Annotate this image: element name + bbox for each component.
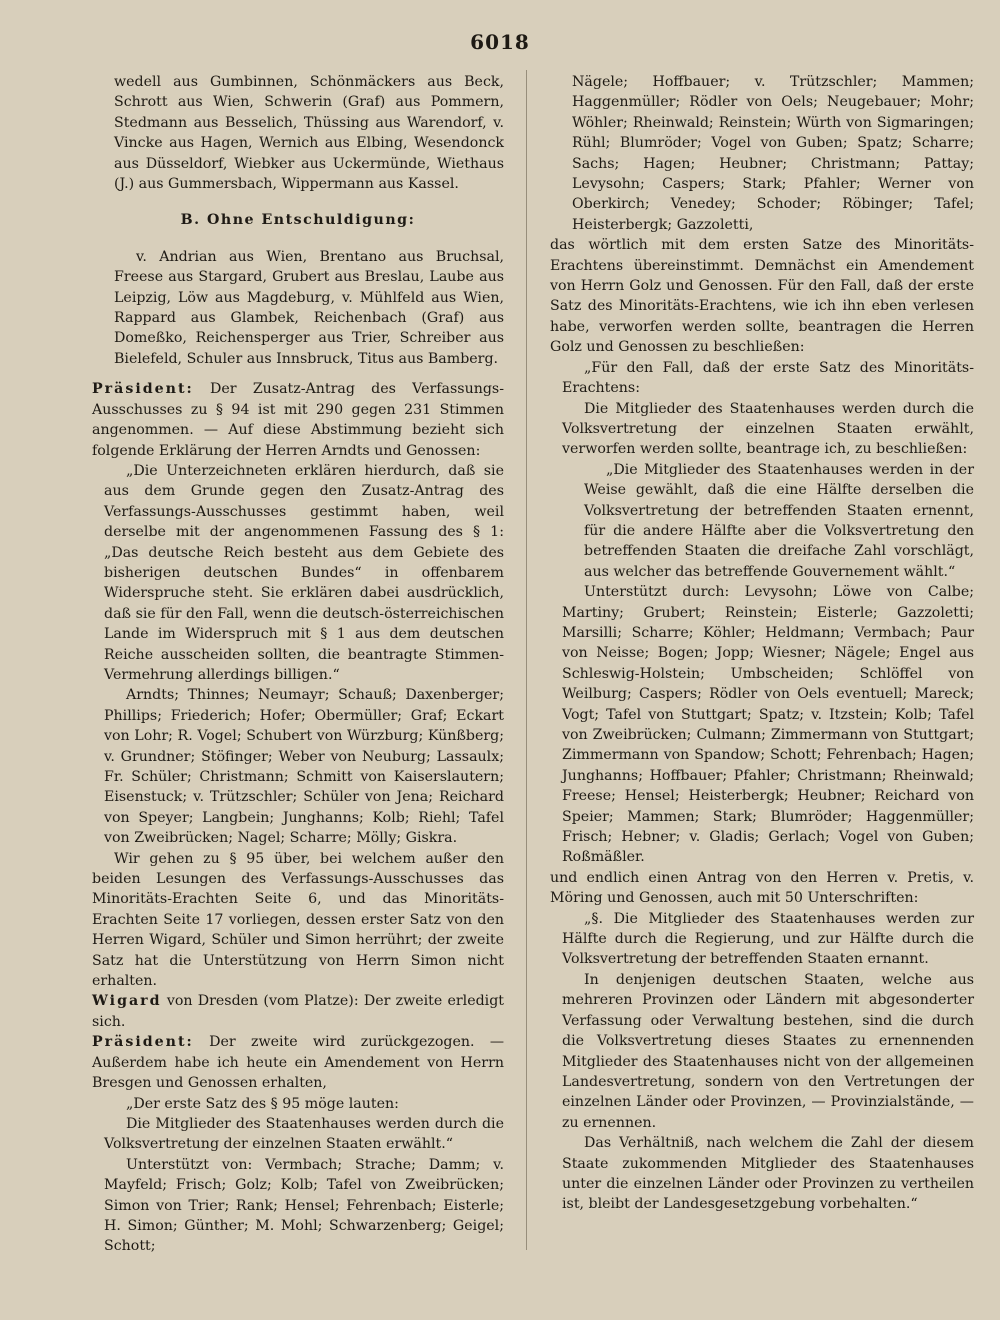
supporters-continued: Nägele; Hoffbauer; v. Trützschler; Mammen; Haggenmüller; Rödler von Oels; Neugebauer; Mohr; Wöhler; Rheinwald; Reinstein; Würth von Sigmaringen; Rühl; Blumröder; Vogel von Guben; Spatz; Scharre; Sachs; Hagen; Heubner; Christmann; Pattay; Levysohn; Caspers; Stark; Pfahler; Werner von Oberkirch; Venedey; Schoder; Röbinger; Tafel; Heisterbergk; Gazzoletti, <box>572 74 974 233</box>
speaker-president-2: Präsident: <box>92 1034 194 1051</box>
pretis-quote-1: „§. Die Mitglieder des Staatenhauses werden zur Hälfte durch die Regierung, und zur Hälfte durch die Volksvertretung der betreffenden Staaten ernannt. <box>562 910 974 968</box>
pretis-quote-2: In denjenigen deutschen Staaten, welche aus mehreren Provinzen oder Ländern mit abgesonderter Verfassung oder Verwaltung bestehen, sind die durch die Volksvertretung dieses Staates zu ernennenden Mitglieder des Staatenhauses nicht von der allgemeinen Landesvertretung, sondern von den Vertretungen der einzelnen Länder oder Provinzen, — Provinzialstände, — zu ernennen. <box>562 971 974 1131</box>
golz-quote-1: „Für den Fall, daß der erste Satz des Minoritäts-Erachtens: <box>562 359 974 397</box>
golz-intro: das wörtlich mit dem ersten Satze des Minoritäts-Erachtens übereinstimmt. Demnächst ein Amendement von Herrn Golz und Genossen. Für den Fall, daß der erste Satz des Minoritäts-Erachtens, wie ich ihn eben verlesen habe, verworfen werden sollte, beantragen die Herren Golz und Genossen zu beschließen: <box>550 237 974 356</box>
wigard-statement <box>92 991 504 1032</box>
declaration-quote: „Die Unterzeichneten erklären hierdurch, daß sie aus dem Grunde gegen den Zusatz-Antrag des Verfassungs-Ausschusses gestimmt haben, weil derselbe mit der angenommenen Fassung des § 1: „Das deutsche Reich besteht aus dem Gebiete des bisherigen deutschen Bundes“ in offenbarem Widerspruche steht. Sie erklären dabei ausdrücklich, daß sie für den Fall, wenn die deutsch-österreichischen Lande im Widerspruch mit § 1 aus dem deutschen Reiche ausscheiden sollten, die beantragte Stimmen-Vermehrung allerdings billigen.“ <box>104 462 504 683</box>
bresgen-quote-2: Die Mitglieder des Staatenhauses werden durch die Volksvertretung der einzelnen Staaten erwählt.“ <box>104 1115 504 1153</box>
wigard-text: von Dresden (vom Platze): Der zweite erledigt sich. <box>92 993 504 1030</box>
page-number: 6018 <box>470 30 530 54</box>
paragraph-95: Wir gehen zu § 95 über, bei welchem außer den beiden Lesungen des Verfassungs-Ausschusses das Minoritäts-Erachten Seite 6, und das Minoritäts-Erachten Seite 17 vorliegen, dessen erster Satz von den Herren Wigard, Schüler und Simon herrührt; der zweite Satz hat die Unterstützung von Herrn Simon nicht erhalten. <box>92 850 504 990</box>
column-divider <box>526 70 527 1250</box>
bresgen-quote-1: „Der erste Satz des § 95 möge lauten: <box>126 1095 399 1112</box>
bresgen-supporters: Unterstützt von: Vermbach; Strache; Damm; v. Mayfeld; Frisch; Golz; Kolb; Tafel von Zweibrücken; Simon von Trier; Rank; Hensel; Fehrenbach; Eisterle; H. Simon; Günther; M. Mohl; Schwarzenberg; Geigel; Schott; <box>104 1156 504 1255</box>
declaration-signatories: Arndts; Thinnes; Neumayr; Schauß; Daxenberger; Phillips; Friederich; Hofer; Obermüller; Graf; Eckart von Lohr; R. Vogel; Schubert von Würzburg; Künßberg; v. Grundner; Stöfinger; Weber von Neuburg; Lassaulx; Fr. Schüler; Christmann; Schmitt von Kaiserslautern; Eisenstuck; v. Trützschler; Schüler von Jena; Reichard von Speyer; Langbein; Junghanns; Kolb; Riehl; Tafel von Zweibrücken; Nagel; Scharre; Mölly; Giskra. <box>104 687 504 847</box>
pretis-quote-3: Das Verhältniß, nach welchem die Zahl der diesem Staate zukommenden Mitglieder des Staatenhauses unter die einzelnen Länder oder Provinzen zu vertheilen ist, bleibt der Landesgesetzgebung vorbehalten.“ <box>562 1135 974 1213</box>
golz-quote-3: „Die Mitglieder des Staatenhauses werden in der Weise gewählt, daß die eine Hälfte derselben die Volksvertretung der betreffenden Staaten ernennt, für die andere Hälfte aber die Volksvertretung den betreffenden Staaten die dreifache Zahl vorschlägt, aus welcher das betreffende Gouvernement wählt.“ <box>584 461 974 580</box>
right-column <box>550 72 974 1215</box>
speaker-president: Präsident: <box>92 381 194 398</box>
golz-supporters: Unterstützt durch: Levysohn; Löwe von Calbe; Martiny; Grubert; Reinstein; Eisterle; Gazzoletti; Marsilli; Scharre; Köhler; Heldmann; Vermbach; Paur von Neisse; Bogen; Jopp; Wiesner; Nägele; Engel aus Schleswig-Holstein; Umbscheiden; Schlöffel von Weilburg; Caspers; Rödler von Oels eventuell; Mareck; Vogt; Tafel von Stuttgart; Spatz; v. Itzstein; Kolb; Tafel von Zweibrücken; Culmann; Zimmermann von Stuttgart; Zimmermann von Spandow; Schott; Fehrenbach; Hagen; Junghanns; Hoffbauer; Pfahler; Christmann; Rheinwald; Freese; Hensel; Heisterbergk; Heubner; Reichard von Speier; Mammen; Stark; Blumröder; Haggenmüller; Frisch; Hebner; v. Gladis; Gerlach; Vogel von Guben; Roßmäßler. <box>562 584 974 866</box>
left-column <box>92 72 504 1257</box>
speaker-wigard: Wigard <box>92 993 162 1010</box>
president-statement-1 <box>92 379 504 461</box>
pretis-intro: und endlich einen Antrag von den Herren v. Pretis, v. Möring und Genossen, auch mit 50 Unterschriften: <box>550 869 974 907</box>
president-text-1: Der Zusatz-Antrag des Verfassungs-Ausschusses zu § 94 ist mit 290 gegen 231 Stimmen angenommen. — Auf diese Abstimmung bezieht sich folgende Erklärung der Herren Arndts und Genossen: <box>92 381 504 459</box>
president-statement-2 <box>92 1032 504 1093</box>
absent-list-a: wedell aus Gumbinnen, Schönmäckers aus Beck, Schrott aus Wien, Schwerin (Graf) aus Pommern, Stedmann aus Besselich, Thüssing aus Warendorf, v. Vincke aus Hagen, Wernich aus Elbing, Wesendonck aus Düsseldorf, Wiebker aus Uckermünde, Wiethaus (J.) aus Gummersbach, Wippermann aus Kassel. <box>114 74 504 193</box>
section-b-heading: B. Ohne Entschuldigung: <box>180 212 416 229</box>
president-text-2: Der zweite wird zurückgezogen. — Außerdem habe ich heute ein Amendement von Herrn Bresgen und Genossen erhalten, <box>92 1034 505 1092</box>
absent-list-b: v. Andrian aus Wien, Brentano aus Bruchsal, Freese aus Stargard, Grubert aus Breslau, Laube aus Leipzig, Löw aus Magdeburg, v. Mühlfeld aus Wien, Rappard aus Glambek, Reichenbach (Graf) aus Domeßko, Reichensperger aus Trier, Schreiber aus Bielefeld, Schuler aus Innsbruck, Titus aus Bamberg. <box>114 248 504 367</box>
golz-quote-2: Die Mitglieder des Staatenhauses werden durch die Volksvertretung der einzelnen Staaten erwählt, verworfen werden sollte, beantrage ich, zu beschließen: <box>562 400 974 458</box>
